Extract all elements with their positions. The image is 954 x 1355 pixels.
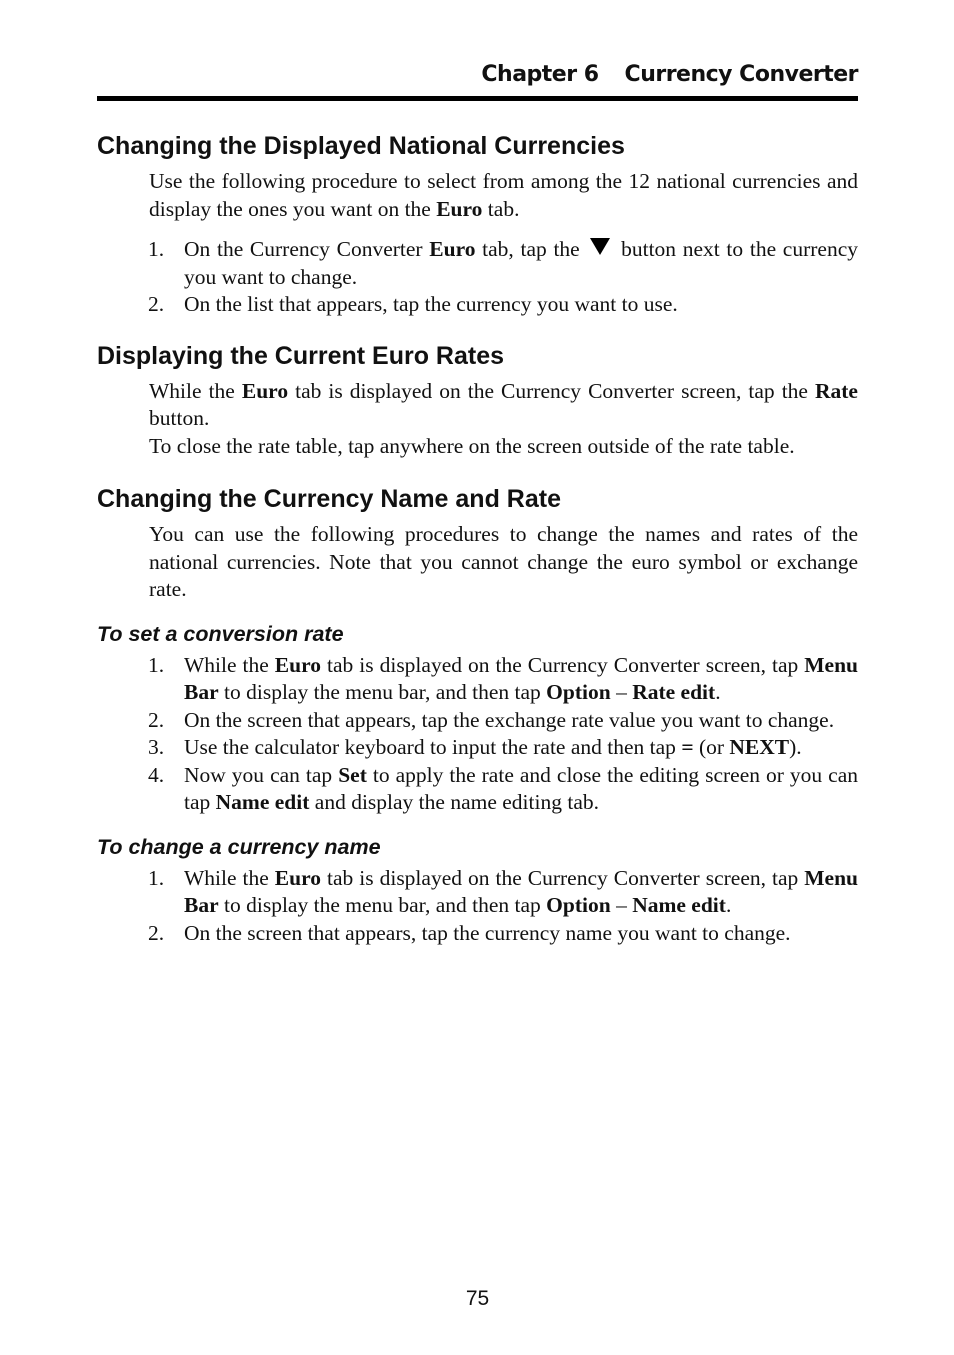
section-intro: Use the following procedure to select from among the 12 national currencies and display the ones you want on the Euro tab.: [149, 169, 858, 221]
step-list: [97, 652, 858, 817]
section-heading: Displaying the Current Euro Rates: [97, 341, 505, 370]
header-text: [481, 62, 858, 87]
page-number: 75: [465, 1287, 490, 1310]
list-item: 2. On the screen that appears, tap the exchange rate value you want to change.: [148, 707, 835, 732]
section-paragraph: To close the rate table, tap anywhere on the screen outside of the rate table.: [149, 433, 795, 458]
list-item: 2. On the list that appears, tap the currency you want to use.: [148, 292, 678, 316]
section-heading: Changing the Currency Name and Rate: [97, 485, 561, 513]
subsection-heading: To change a currency name: [97, 834, 381, 859]
section-heading: Changing the Displayed National Currencies: [97, 132, 625, 160]
list-item: 1. On the Currency Converter Euro tab, tap the button next to the currency you want to change.: [148, 237, 858, 289]
step-list: [97, 236, 858, 319]
header-rule: [97, 96, 858, 101]
list-item: 2. On the screen that appears, tap the currency name you want to change.: [148, 920, 791, 945]
page-content: [97, 128, 858, 947]
list-item: 1. While the Euro tab is displayed on the Currency Converter screen, tap Menu Bar to display the menu bar, and then tap Option – Name edit.: [148, 865, 858, 917]
list-item: 1. While the Euro tab is displayed on the Currency Converter screen, tap Menu Bar to display the menu bar, and then tap Option – Rate edit.: [148, 652, 858, 704]
chapter-title: Currency Converter: [624, 62, 858, 87]
chapter-label: Chapter 6: [481, 62, 599, 87]
list-item: 3. Use the calculator keyboard to input the rate and then tap = (or NEXT).: [148, 735, 802, 759]
down-triangle-icon: [590, 238, 610, 255]
running-header: [97, 60, 858, 100]
list-item: 4. Now you can tap Set to apply the rate and close the editing screen or you can tap Name edit and display the name editing tab.: [148, 762, 859, 814]
step-list: [97, 865, 858, 948]
document-page: [97, 0, 858, 1355]
subsection-heading: To set a conversion rate: [97, 621, 344, 646]
section-intro: You can use the following procedures to change the names and rates of the national currencies. Note that you cannot change the euro symbol or exchange rate.: [149, 522, 858, 601]
section-paragraph: While the Euro tab is displayed on the Currency Converter screen, tap the Rate button.: [149, 378, 858, 430]
